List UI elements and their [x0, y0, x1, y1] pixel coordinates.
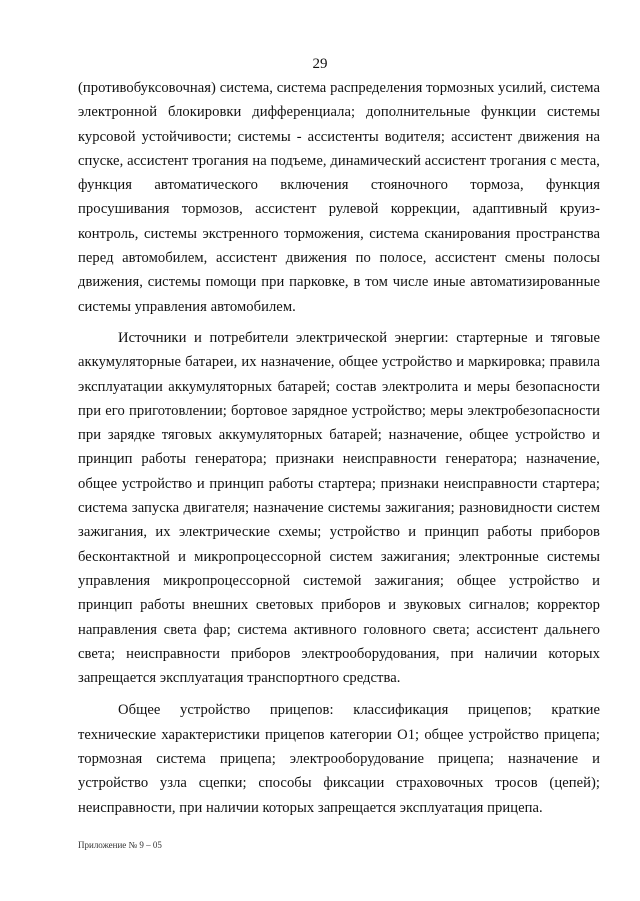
page-number: 29 — [312, 56, 328, 72]
footer-appendix-note: Приложение № 9 – 05 — [78, 840, 162, 850]
paragraph-brake-systems: (противобуксовочная) система, система распределения тормозных усилий, система электронной блокировки дифференциала; дополнительные функции системы курсовой устойчивости; системы - ассистенты водителя; ассистент движения на спуске, ассистент трогания на подъеме, динамический ассистент трогания с места, функция автоматического включения стояночного тормоза, функция просушивания тормозов, ассистент рулевой коррекции, адаптивный круиз-контроль, системы экстренного торможения, система сканирования пространства перед автомобилем, ассистент движения по полосе, ассистент смены полосы движения, системы помощи при парковке, в том числе иные автоматизированные системы управления автомобилем. — [78, 80, 600, 315]
paragraph-electrical-sources: Источники и потребители электрической энергии: стартерные и тяговые аккумуляторные батареи, их назначение, общее устройство и маркировка; правила эксплуатации аккумуляторных батарей; состав электролита и меры безопасности при его приготовлении; бортовое зарядное устройство; меры электробезопасности при зарядке тяговых аккумуляторных батарей; назначение, общее устройство и принцип работы генератора; признаки неисправности генератора; назначение, общее устройство и принцип работы стартера; признаки неисправности стартера; система запуска двигателя; назначение системы зажигания; разновидности систем зажигания, их электрические схемы; устройство и принцип работы приборов бесконтактной и микропроцессорной систем зажигания; электронные системы управления микропроцессорной системой зажигания; общее устройство и принцип работы внешних световых приборов и звуковых сигналов; корректор направления света фар; система активного головного света; ассистент дальнего света; неисправности приборов электрооборудования, при наличии которых запрещается эксплуатация транспортного средства. — [78, 329, 600, 687]
document-body — [78, 76, 600, 820]
paragraph-trailers: Общее устройство прицепов: классификация прицепов; краткие технические характеристики прицепов категории О1; общее устройство прицепа; тормозная система прицепа; электрооборудование прицепа; назначение и устройство узла сцепки; способы фиксации страховочных тросов (цепей); неисправности, при наличии которых запрещается эксплуатация прицепа. — [78, 702, 600, 816]
